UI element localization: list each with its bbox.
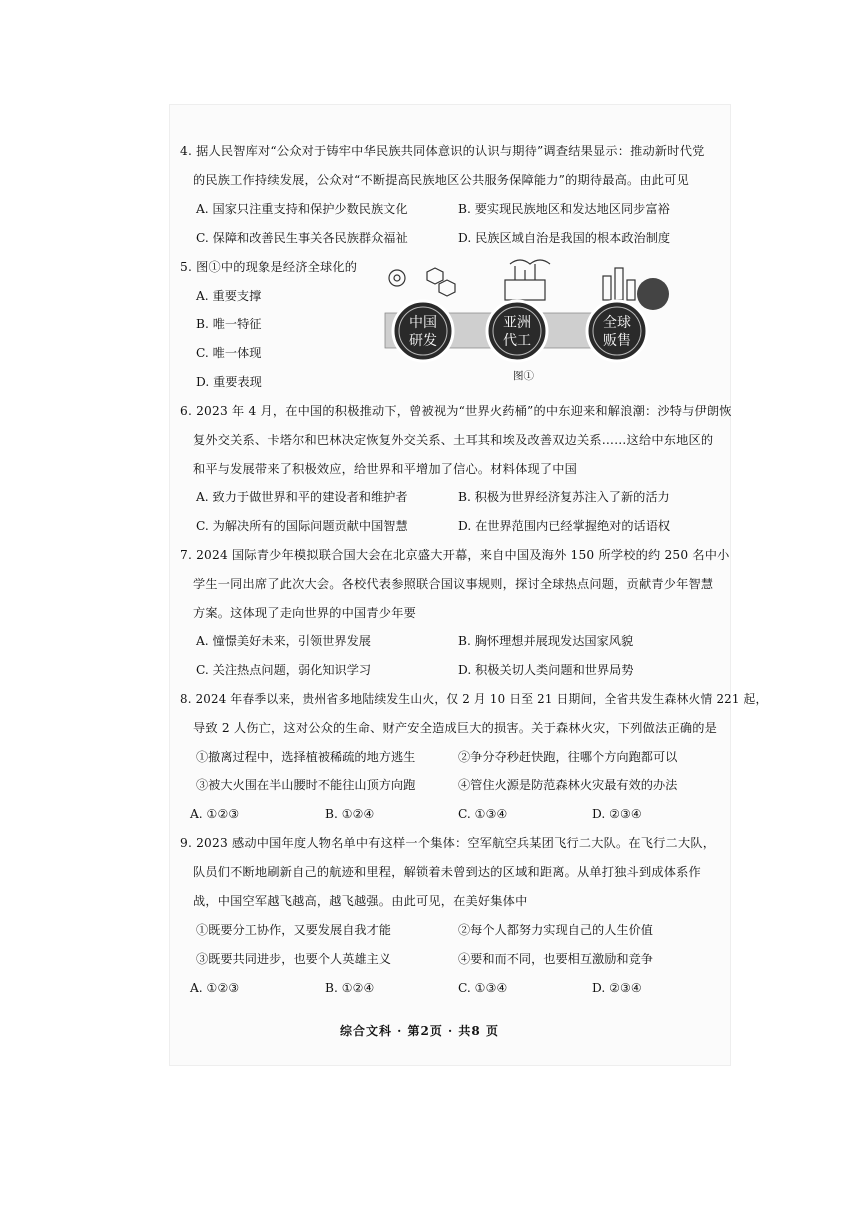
q5-option-c: C. 唯一体现	[196, 346, 262, 360]
q9-line-1: 9. 2023 感动中国年度人物名单中有这样一个集体：空军航空兵某团飞行二大队。在飞行二大队，	[180, 836, 716, 850]
q5-option-b: B. 唯一特征	[196, 317, 262, 331]
q8-option-d: D. ②③④	[592, 807, 642, 821]
q8-item-3: ③被大火围在半山腰时不能往山顶方向跑	[196, 778, 416, 792]
q8-item-4: ④管住火源是防范森林火灾最有效的办法	[458, 778, 678, 792]
q6-line-3: 和平与发展带来了积极效应，给世界和平增加了信心。材料体现了中国	[193, 462, 578, 476]
q9-option-b: B. ①②④	[325, 981, 375, 995]
q4-line-1: 4. 据人民智库对“公众对于铸牢中华民族共同体意识的认识与期待”调查结果显示：推动新时代党	[180, 144, 705, 158]
q9-option-c: C. ①③④	[458, 981, 508, 995]
q6-option-b: B. 积极为世界经济复苏注入了新的活力	[458, 490, 670, 504]
q5-option-d: D. 重要表现	[196, 375, 262, 389]
q9-line-3: 战，中国空军越飞越高，越飞越强。由此可见，在美好集体中	[193, 894, 528, 908]
q8-option-b: B. ①②④	[325, 807, 375, 821]
q8-line-2: 导致 2 人伤亡，这对公众的生命、财产安全造成巨大的损害。关于森林火灾，下列做法正确的是	[193, 721, 717, 735]
q7-option-d: D. 积极关切人类问题和世界局势	[458, 663, 634, 677]
circle-label-manufacture: 亚洲	[503, 315, 531, 331]
q6-line-2: 复外交关系、卡塔尔和巴林决定恢复外交关系、土耳其和埃及改善双边关系……这给中东地区的	[193, 433, 714, 447]
q8-item-2: ②争分夺秒赶快跑，往哪个方向跑都可以	[458, 750, 678, 764]
q4-option-c: C. 保障和改善民生事关各民族群众福祉	[196, 231, 408, 245]
q8-option-c: C. ①③④	[458, 807, 508, 821]
q7-line-3: 方案。这体现了走向世界的中国青少年要	[193, 606, 416, 620]
q9-option-d: D. ②③④	[592, 981, 642, 995]
figure-caption: 图①	[513, 370, 534, 382]
circle-label-sales: 全球	[603, 315, 631, 331]
q6-option-c: C. 为解决所有的国际问题贡献中国智慧	[196, 519, 408, 533]
q9-item-3: ③既要共同进步，也要个人英雄主义	[196, 952, 391, 966]
q9-option-a: A. ①②③	[190, 981, 240, 995]
q7-line-1: 7. 2024 国际青少年模拟联合国大会在北京盛大开幕，来自中国及海外 150 所学校的约 250 名中小	[180, 548, 730, 562]
q9-item-1: ①既要分工协作，又要发展自我才能	[196, 923, 391, 937]
q8-line-1: 8. 2024 年春季以来，贵州省多地陆续发生山火，仅 2 月 10 日至 21 日期间，全省共发生森林火情 221 起，	[180, 692, 768, 706]
q7-option-b: B. 胸怀理想并展现发达国家风貌	[458, 634, 634, 648]
q6-line-1: 6. 2023 年 4 月，在中国的积极推动下，曾被视为“世界火药桶”的中东迎来和解浪潮：沙特与伊朗恢	[180, 404, 732, 418]
q4-option-b: B. 要实现民族地区和发达地区同步富裕	[458, 202, 670, 216]
q5-option-a: A. 重要支撑	[196, 289, 262, 303]
q7-option-a: A. 憧憬美好未来，引领世界发展	[196, 634, 371, 648]
q4-line-2: 的民族工作持续发展，公众对“不断提高民族地区公共服务保障能力”的期待最高。由此可见	[193, 173, 689, 187]
q7-line-2: 学生一同出席了此次大会。各校代表参照联合国议事规则，探讨全球热点问题，贡献青少年智慧	[193, 577, 714, 591]
page-footer: 综合文科 · 第2页 · 共8 页	[340, 1024, 499, 1038]
q9-line-2: 队员们不断地刷新自己的航迹和里程，解锁着未曾到达的区域和距离。从单打独斗到成体系作	[193, 865, 701, 879]
q9-item-4: ④要和而不同，也要相互激励和竞争	[458, 952, 653, 966]
q4-option-a: A. 国家只注重支持和保护少数民族文化	[196, 202, 408, 216]
q7-option-c: C. 关注热点问题，弱化知识学习	[196, 663, 372, 677]
circle-label-research-2: 研发	[409, 333, 437, 349]
circle-label-sales-2: 贩售	[603, 333, 631, 349]
circle-label-manufacture-2: 代工	[503, 333, 531, 349]
q5-stem: 5. 图①中的现象是经济全球化的	[180, 260, 358, 274]
circle-label-research: 中国	[409, 315, 437, 331]
q6-option-d: D. 在世界范围内已经掌握绝对的话语权	[458, 519, 671, 533]
q6-option-a: A. 致力于做世界和平的建设者和维护者	[196, 490, 408, 504]
q9-item-2: ②每个人都努力实现自己的人生价值	[458, 923, 653, 937]
q8-option-a: A. ①②③	[190, 807, 240, 821]
q8-item-1: ①撤离过程中，选择植被稀疏的地方逃生	[196, 750, 416, 764]
q4-option-d: D. 民族区域自治是我国的根本政治制度	[458, 231, 671, 245]
